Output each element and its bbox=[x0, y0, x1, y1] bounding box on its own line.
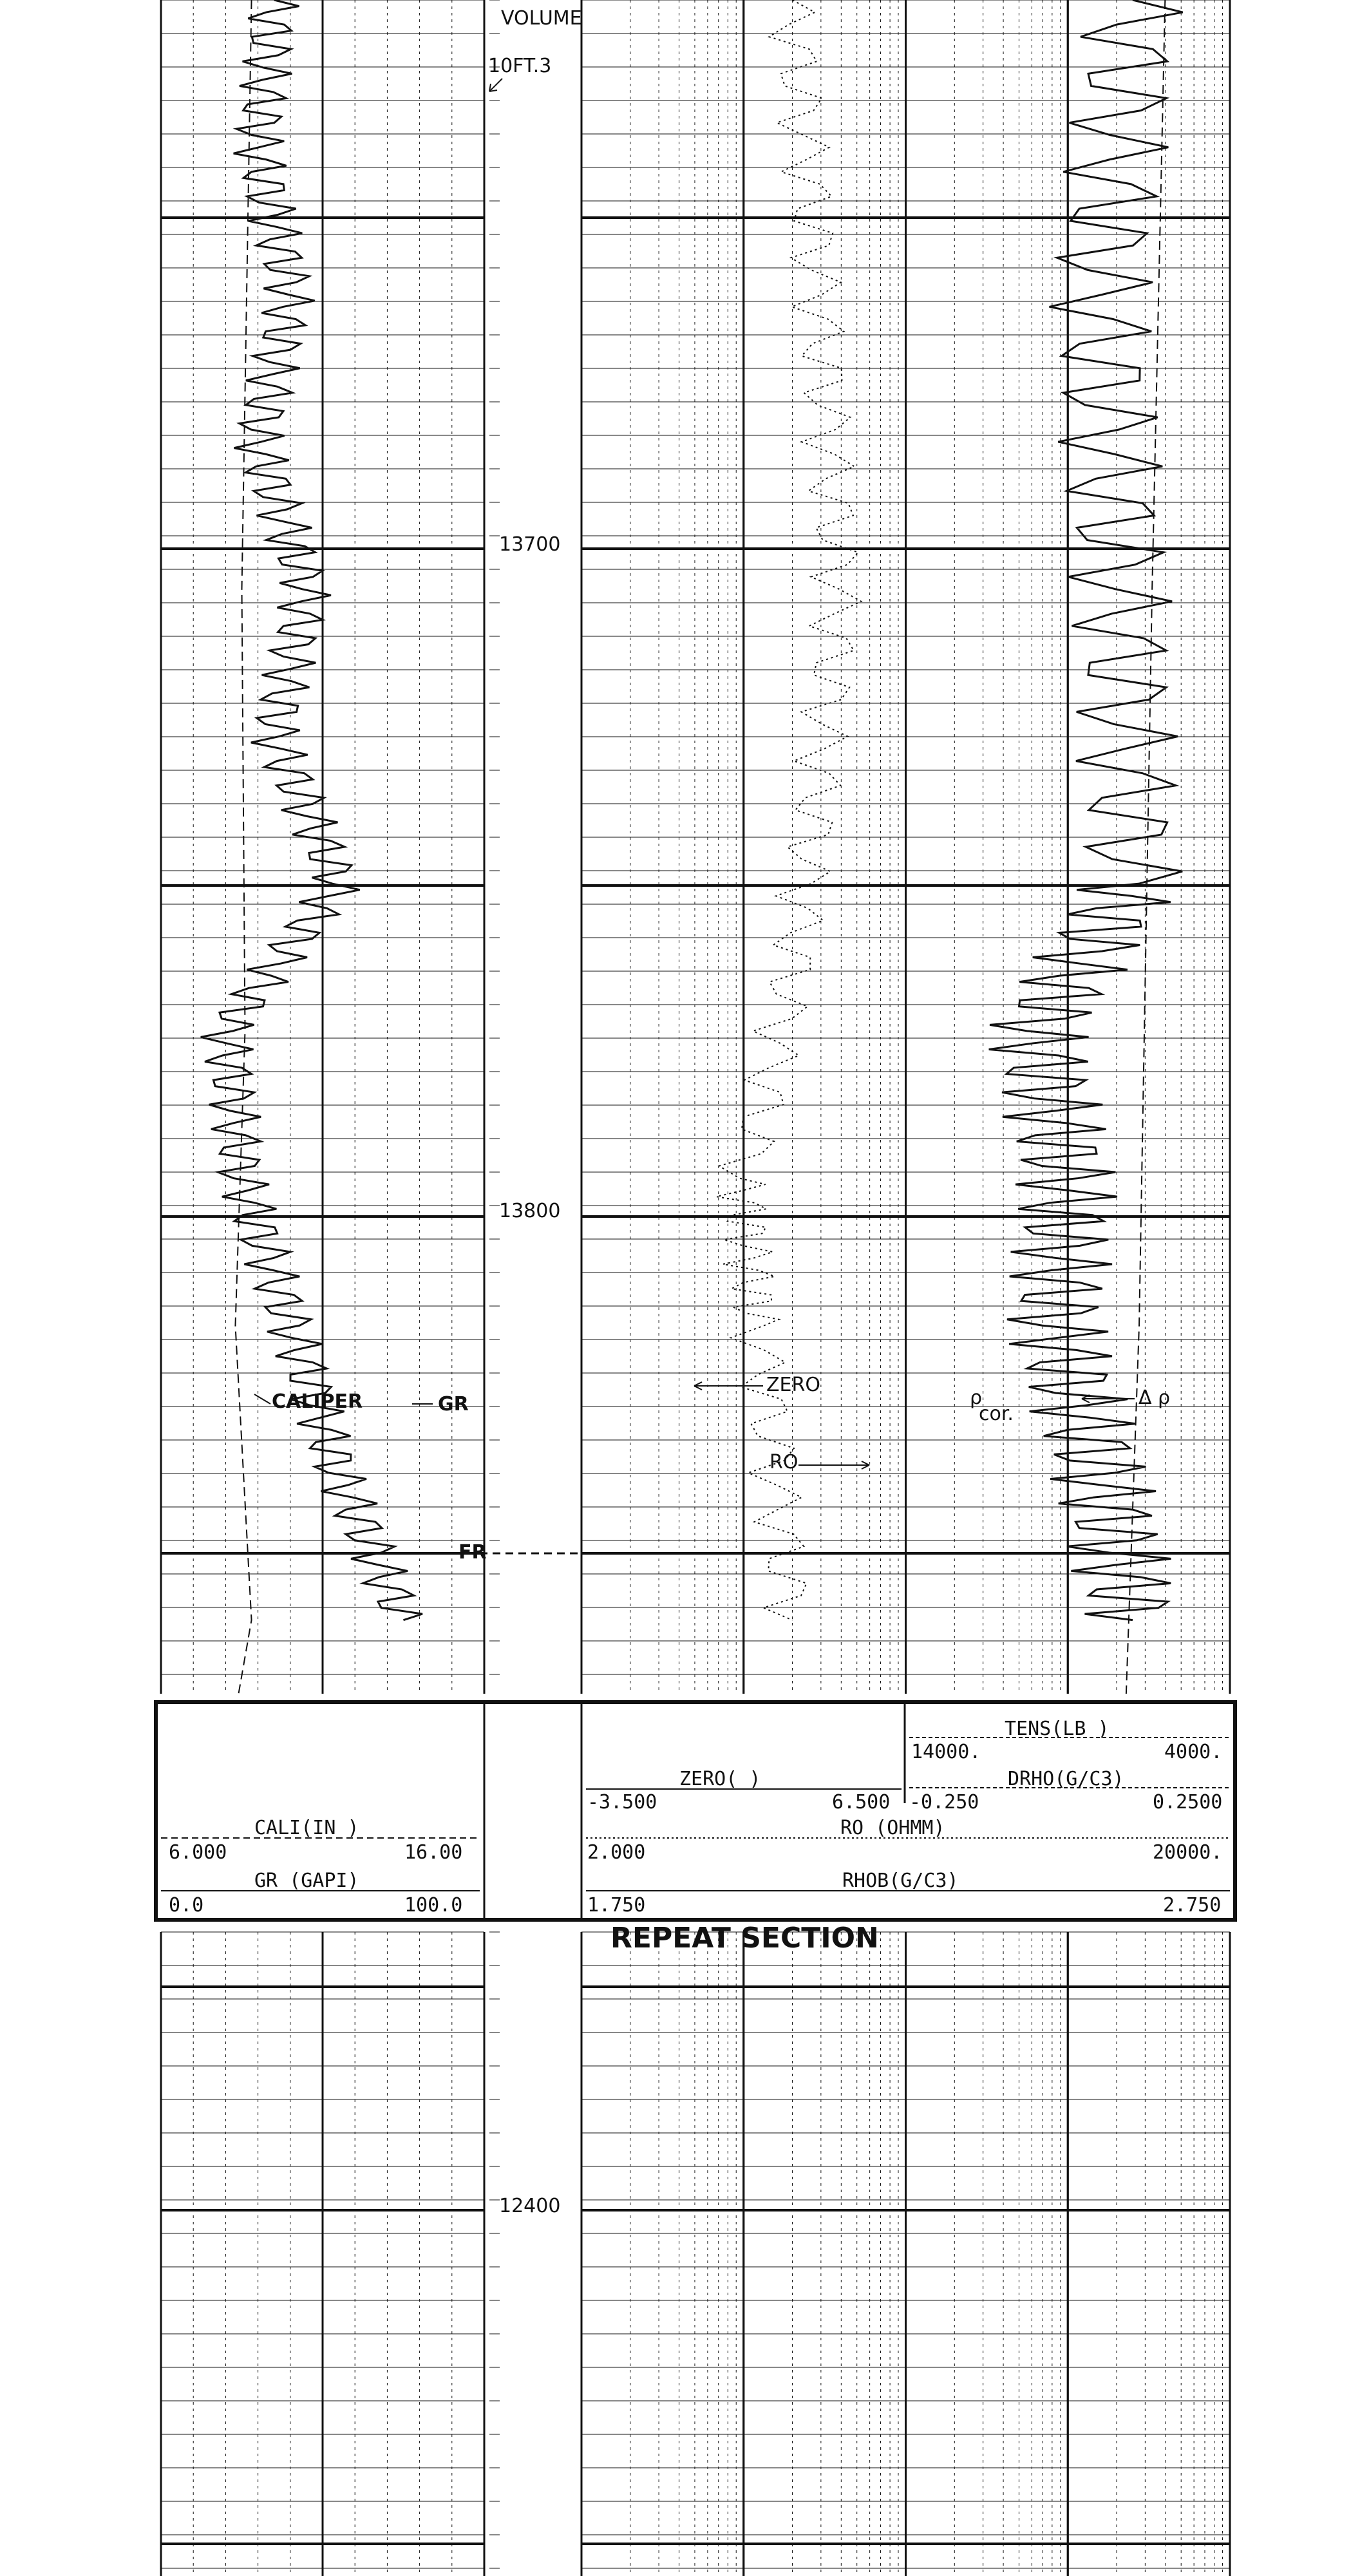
drho-left: -0.250 bbox=[909, 1791, 979, 1814]
fr-annotation: FR bbox=[458, 1541, 487, 1564]
tens-right: 4000. bbox=[1164, 1741, 1223, 1763]
cali-name: CALI(IN ) bbox=[254, 1817, 359, 1839]
ro-left: 2.000 bbox=[587, 1841, 646, 1864]
rhob-left: 1.750 bbox=[587, 1894, 646, 1917]
depth-label-12400: 12400 bbox=[499, 2195, 561, 2217]
caliper-annotation: CALIPER bbox=[272, 1390, 363, 1413]
gr-name: GR (GAPI) bbox=[254, 1870, 359, 1892]
tens-name: TENS(LB ) bbox=[1005, 1718, 1110, 1740]
zero-name: ZERO( ) bbox=[679, 1768, 761, 1790]
volume-arrow bbox=[489, 79, 502, 91]
curve-rhob bbox=[989, 0, 1183, 1620]
caliper-arrow bbox=[254, 1394, 270, 1404]
volume-label: VOLUME bbox=[501, 7, 582, 30]
drho-right: 0.2500 bbox=[1153, 1791, 1223, 1814]
ro-arrow bbox=[798, 1461, 869, 1469]
drho-name: DRHO(G/C3) bbox=[1008, 1768, 1124, 1790]
tens-left: 14000. bbox=[911, 1741, 981, 1763]
rhob-right: 2.750 bbox=[1163, 1894, 1222, 1917]
gr-left: 0.0 bbox=[169, 1894, 204, 1917]
depth-label-13800: 13800 bbox=[499, 1200, 561, 1222]
rhob-name: RHOB(G/C3) bbox=[842, 1870, 959, 1892]
ro-right: 20000. bbox=[1153, 1841, 1223, 1864]
zero-right: 6.500 bbox=[832, 1791, 891, 1814]
log-header bbox=[156, 1702, 1235, 1920]
zero-arrow bbox=[694, 1382, 763, 1390]
zero-annotation: ZERO bbox=[766, 1374, 820, 1396]
ro-name: RO (OHMM) bbox=[840, 1817, 945, 1839]
curve-gr bbox=[201, 0, 422, 1620]
gr-annotation: GR bbox=[438, 1393, 469, 1416]
ro-annotation: RO bbox=[770, 1451, 798, 1473]
rho-cor-annotation: ρ bbox=[970, 1387, 983, 1409]
depth-label-13700: 13700 bbox=[499, 533, 561, 556]
cali-left: 6.000 bbox=[169, 1841, 227, 1864]
rho-cor-subscript: cor. bbox=[979, 1403, 1014, 1425]
zero-left: -3.500 bbox=[587, 1791, 657, 1814]
volume-unit-label: 10FT.3 bbox=[488, 55, 552, 77]
delta-rho-annotation: Δ ρ bbox=[1138, 1387, 1171, 1409]
cali-right: 16.00 bbox=[404, 1841, 463, 1864]
gr-right: 100.0 bbox=[404, 1894, 463, 1917]
grid-lines bbox=[161, 0, 1230, 2576]
repeat-section-title: REPEAT SECTION bbox=[610, 1922, 879, 1955]
